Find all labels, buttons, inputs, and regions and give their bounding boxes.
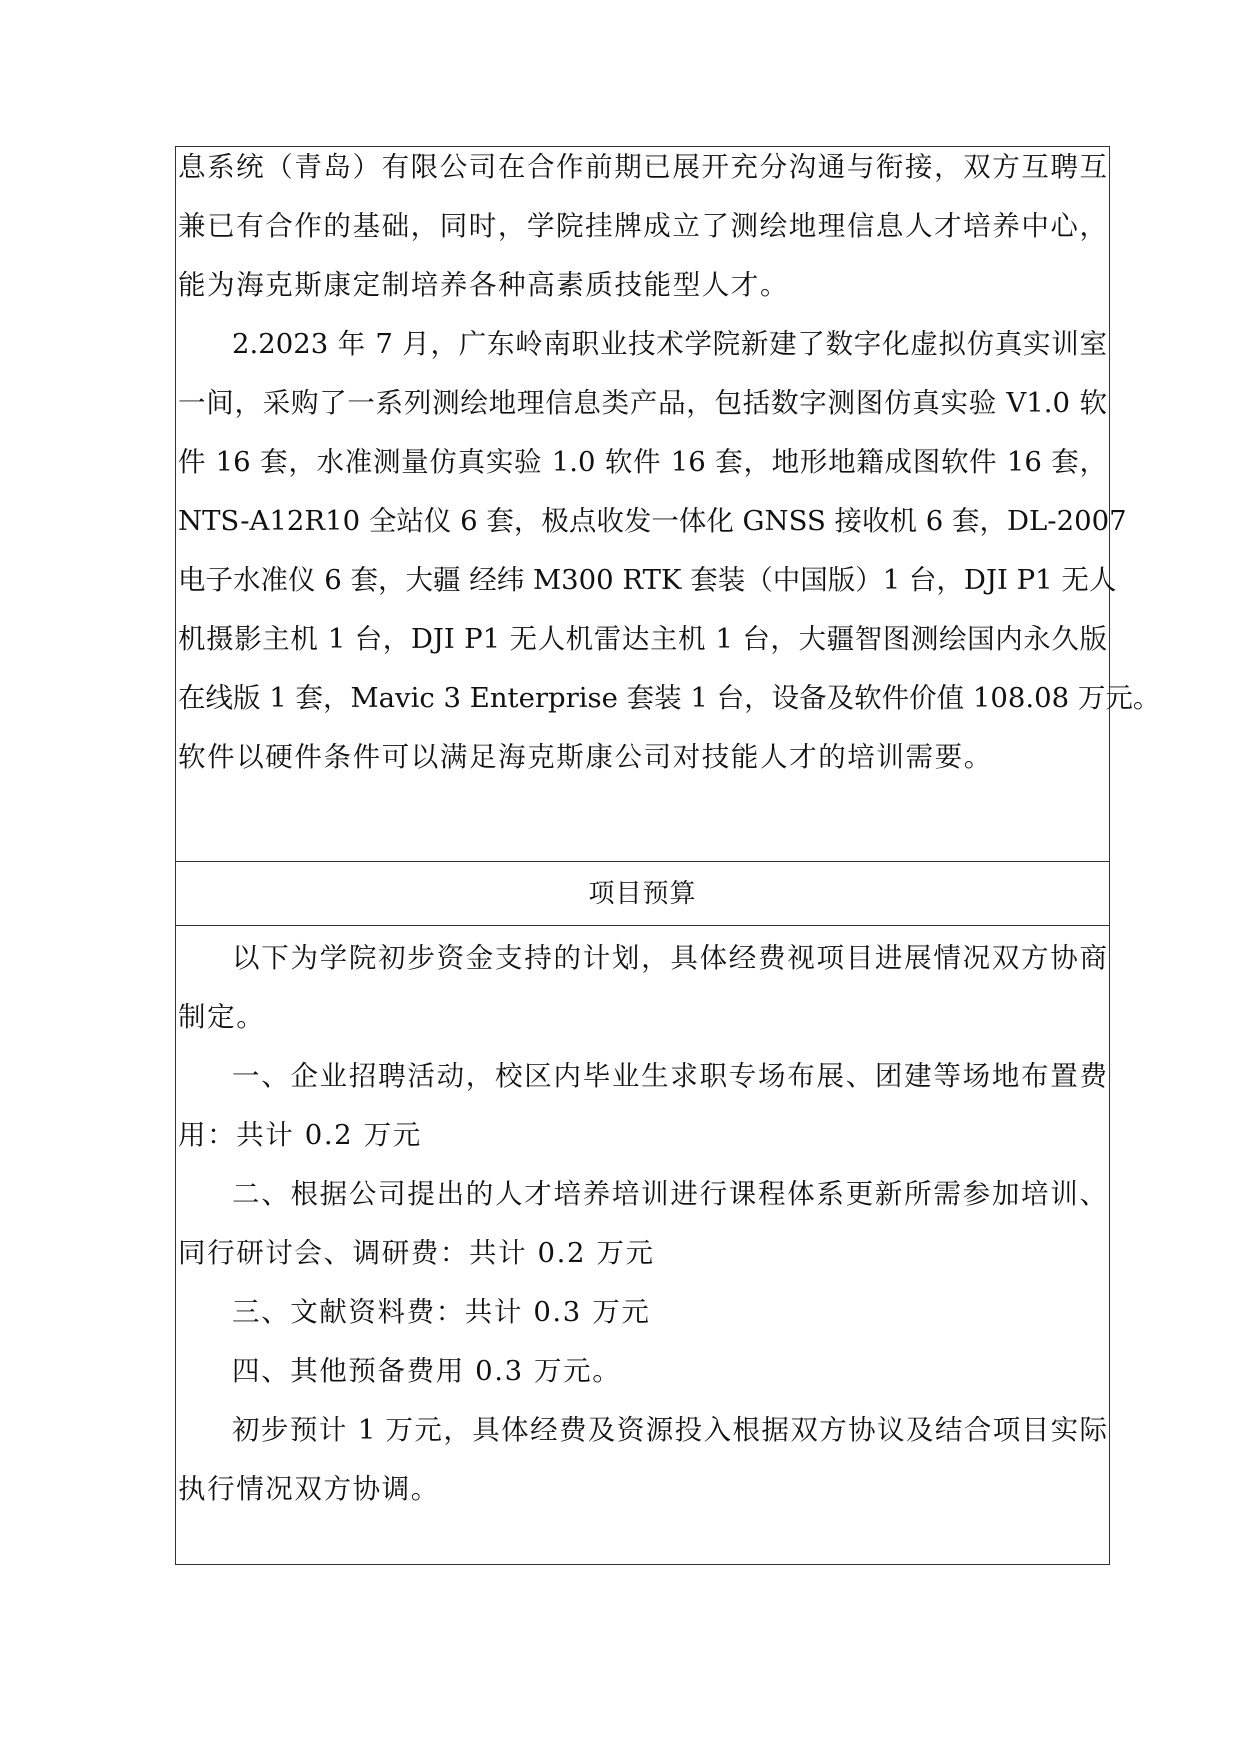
paragraph-line: 以下为学院初步资金支持的计划，具体经费视项目进展情况双方协商 — [232, 942, 1107, 974]
content-table — [175, 146, 1161, 1565]
paragraph-line: 一间，采购了一系列测绘地理信息类产品，包括数字测图仿真实验 V1.0 软 — [178, 387, 1107, 419]
paragraph-line: 四、其他预备费用 0.3 万元。 — [232, 1355, 622, 1387]
paragraph-line: 息系统（青岛）有限公司在合作前期已展开充分沟通与衔接，双方互聘互 — [178, 151, 1107, 183]
paragraph-line: NTS-A12R10 全站仪 6 套，极点收发一体化 GNSS 接收机 6 套，DL-2007 — [178, 505, 1127, 537]
paragraph-line: 一、企业招聘活动，校区内毕业生求职专场布展、团建等场地布置费 — [232, 1060, 1107, 1092]
paragraph-line: 制定。 — [178, 1001, 266, 1033]
paragraph-line: 机摄影主机 1 台，DJI P1 无人机雷达主机 1 台，大疆智图测绘国内永久版 — [178, 623, 1107, 655]
paragraph-line: 初步预计 1 万元，具体经费及资源投入根据双方协议及结合项目实际 — [232, 1414, 1107, 1446]
paragraph-line: 电子水准仪 6 套，大疆 经纬 M300 RTK 套装（中国版）1 台，DJI P1 无人 — [178, 564, 1117, 596]
paragraph-line: 同行研讨会、调研费：共计 0.2 万元 — [178, 1237, 655, 1269]
paragraph-line: 件 16 套，水准测量仿真实验 1.0 软件 16 套，地形地籍成图软件 16 套， — [178, 446, 1107, 478]
background-cell — [176, 147, 1161, 861]
budget-cell — [176, 926, 1109, 1564]
paragraph-line: 三、文献资料费：共计 0.3 万元 — [232, 1296, 651, 1328]
paragraph-line: 软件以硬件条件可以满足海克斯康公司对技能人才的培训需要。 — [178, 741, 993, 773]
paragraph-line: 用：共计 0.2 万元 — [178, 1119, 422, 1151]
section-heading: 项目预算 — [176, 861, 1109, 926]
paragraph-line: 2.2023 年 7 月，广东岭南职业技术学院新建了数字化虚拟仿真实训室 — [232, 328, 1107, 360]
paragraph-line: 执行情况双方协调。 — [178, 1473, 440, 1505]
paragraph-line: 能为海克斯康定制培养各种高素质技能型人才。 — [178, 269, 790, 301]
paragraph-line: 在线版 1 套，Mavic 3 Enterprise 套装 1 台，设备及软件价值 108.08 万元。 — [178, 682, 1161, 714]
paragraph-line: 二、根据公司提出的人才培养培训进行课程体系更新所需参加培训、 — [232, 1178, 1107, 1210]
paragraph-line: 兼已有合作的基础，同时，学院挂牌成立了测绘地理信息人才培养中心， — [178, 210, 1107, 242]
